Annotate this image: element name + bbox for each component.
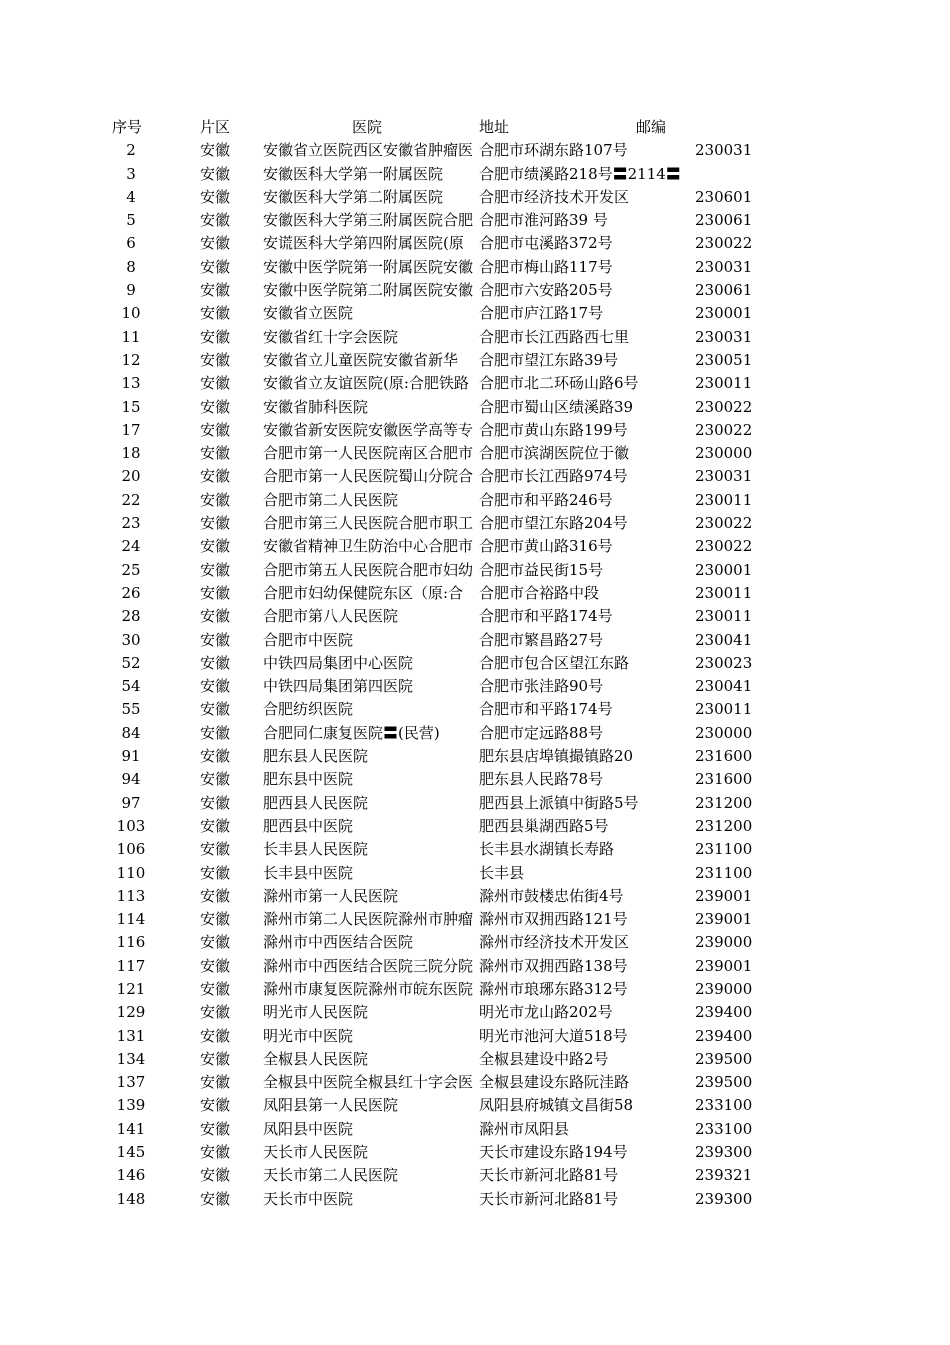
row-number: 146 <box>116 1166 146 1185</box>
row-region: 安徽 <box>200 1119 231 1138</box>
row-number: 24 <box>121 537 141 556</box>
table-row <box>0 396 950 419</box>
row-region: 安徽 <box>200 653 231 672</box>
row-hospital: 安徽省肺科医院 <box>263 397 369 416</box>
table-row <box>0 256 950 279</box>
row-hospital: 天长市人民医院 <box>263 1143 369 1162</box>
row-number: 145 <box>116 1143 146 1162</box>
table-row <box>0 349 950 372</box>
row-number: 106 <box>116 840 146 859</box>
row-hospital: 安谎医科大学第四附属医院(原 <box>263 234 464 253</box>
row-region: 安徽 <box>200 304 231 323</box>
table-row <box>0 629 950 652</box>
row-region: 安徽 <box>200 1049 231 1068</box>
table-header <box>0 116 950 139</box>
row-address: 滁州市鼓楼忠佑街4号 <box>479 886 624 905</box>
row-hospital: 安徽省立儿童医院安徽省新华 <box>263 350 459 369</box>
row-zip: 239300 <box>695 1189 753 1208</box>
row-address: 合肥市望江东路204号 <box>479 514 628 533</box>
row-zip: 239001 <box>695 956 753 975</box>
header-zip: 邮编 <box>636 118 667 136</box>
row-zip: 239400 <box>695 1003 753 1022</box>
table-row <box>0 1071 950 1094</box>
row-hospital: 天长市第二人民医院 <box>263 1166 399 1185</box>
row-zip: 239000 <box>695 933 753 952</box>
table-row <box>0 465 950 488</box>
row-hospital: 安徽省立医院西区安徽省肿瘤医 <box>263 141 474 160</box>
row-number: 20 <box>121 467 141 486</box>
row-region: 安徽 <box>200 840 231 859</box>
header-address: 地址 <box>479 118 510 136</box>
row-number: 28 <box>121 607 141 626</box>
row-region: 安徽 <box>200 933 231 952</box>
row-hospital: 合肥市妇幼保健院东区（原:合 <box>263 583 464 602</box>
row-address: 全椒县建设中路2号 <box>479 1049 609 1068</box>
row-zip: 239500 <box>695 1049 753 1068</box>
row-number: 11 <box>121 327 141 346</box>
table-row <box>0 535 950 558</box>
row-hospital: 长丰县人民医院 <box>263 840 369 859</box>
row-number: 22 <box>121 490 141 509</box>
row-hospital: 安徽省立医院 <box>263 304 354 323</box>
row-address: 合肥市长江西路西七里 <box>479 327 630 346</box>
row-region: 安徽 <box>200 490 231 509</box>
table-row <box>0 302 950 325</box>
row-region: 安徽 <box>200 677 231 696</box>
row-number: 13 <box>121 374 141 393</box>
row-address: 合肥市黄山路316号 <box>479 537 613 556</box>
row-zip: 239321 <box>695 1166 753 1185</box>
row-zip: 230022 <box>695 514 753 533</box>
row-address: 合肥市黄山东路199号 <box>479 420 628 439</box>
row-hospital: 安徽中医学院第一附属医院安徽 <box>263 257 474 276</box>
row-hospital: 凤阳县中医院 <box>263 1119 354 1138</box>
row-number: 15 <box>121 397 141 416</box>
row-region: 安徽 <box>200 747 231 766</box>
row-zip: 239000 <box>695 979 753 998</box>
row-region: 安徽 <box>200 234 231 253</box>
row-zip: 230031 <box>695 327 753 346</box>
table-row <box>0 605 950 628</box>
row-zip: 230031 <box>695 257 753 276</box>
row-address: 肥西县上派镇中街路5号 <box>479 793 639 812</box>
row-zip: 230022 <box>695 234 753 253</box>
row-number: 139 <box>116 1096 146 1115</box>
row-hospital: 合肥市中医院 <box>263 630 354 649</box>
row-zip: 230000 <box>695 723 753 742</box>
row-number: 55 <box>121 700 141 719</box>
row-address: 长丰县水湖镇长寿路 <box>479 840 615 859</box>
row-zip: 231200 <box>695 816 753 835</box>
row-zip: 230051 <box>695 350 753 369</box>
row-region: 安徽 <box>200 164 231 183</box>
row-zip: 230022 <box>695 420 753 439</box>
row-number: 18 <box>121 444 141 463</box>
row-number: 94 <box>121 770 141 789</box>
row-region: 安徽 <box>200 1026 231 1045</box>
table-row <box>0 1141 950 1164</box>
header-region: 片区 <box>200 118 231 136</box>
row-hospital: 安徽医科大学第三附属医院合肥 <box>263 211 474 230</box>
table-body <box>0 139 950 1211</box>
row-address: 合肥市和平路246号 <box>479 490 613 509</box>
row-zip: 230011 <box>695 374 753 393</box>
row-address: 明光市池河大道518号 <box>479 1026 628 1045</box>
row-region: 安徽 <box>200 1073 231 1092</box>
row-hospital: 滁州市中西医结合医院 <box>263 933 414 952</box>
row-region: 安徽 <box>200 211 231 230</box>
table-row <box>0 279 950 302</box>
row-region: 安徽 <box>200 723 231 742</box>
row-zip: 230001 <box>695 560 753 579</box>
row-region: 安徽 <box>200 350 231 369</box>
row-region: 安徽 <box>200 583 231 602</box>
row-hospital: 合肥市第一人民医院南区合肥市 <box>263 444 474 463</box>
row-hospital: 安徽省新安医院安徽医学高等专 <box>263 420 474 439</box>
row-hospital: 安徽省立友谊医院(原:合肥铁路 <box>263 374 469 393</box>
row-hospital: 安徽医科大学第一附属医院 <box>263 164 444 183</box>
row-hospital: 天长市中医院 <box>263 1189 354 1208</box>
row-zip: 230000 <box>695 444 753 463</box>
row-address: 合肥市庐江路17号 <box>479 304 604 323</box>
row-address: 合肥市繁昌路27号 <box>479 630 604 649</box>
table-row <box>0 722 950 745</box>
table-row <box>0 815 950 838</box>
row-number: 8 <box>126 257 136 276</box>
row-hospital: 肥西县中医院 <box>263 816 354 835</box>
row-address: 明光市龙山路202号 <box>479 1003 613 1022</box>
row-address: 合肥市北二环砀山路6号 <box>479 374 639 393</box>
row-number: 3 <box>126 164 136 183</box>
row-zip: 231600 <box>695 747 753 766</box>
row-number: 6 <box>126 234 136 253</box>
row-address: 合肥市淮河路39 号 <box>479 211 608 230</box>
row-hospital: 安徽医科大学第二附属医院 <box>263 187 444 206</box>
table-row <box>0 209 950 232</box>
row-zip: 230011 <box>695 700 753 719</box>
row-number: 134 <box>116 1049 146 1068</box>
row-zip: 231200 <box>695 793 753 812</box>
table-row <box>0 559 950 582</box>
row-hospital: 全椒县中医院全椒县红十字会医 <box>263 1073 474 1092</box>
row-number: 84 <box>121 723 141 742</box>
table-row <box>0 955 950 978</box>
row-address: 天长市建设东路194号 <box>479 1143 628 1162</box>
header-hospital: 医院 <box>352 118 383 136</box>
table-row <box>0 232 950 255</box>
row-hospital: 长丰县中医院 <box>263 863 354 882</box>
row-hospital: 合肥市第一人民医院蜀山分院合 <box>263 467 474 486</box>
table-row <box>0 792 950 815</box>
row-zip: 233100 <box>695 1096 753 1115</box>
row-number: 103 <box>116 816 146 835</box>
table-row <box>0 1025 950 1048</box>
row-region: 安徽 <box>200 979 231 998</box>
row-zip: 230601 <box>695 187 753 206</box>
hospital-table <box>0 116 950 1211</box>
row-region: 安徽 <box>200 630 231 649</box>
row-zip: 231100 <box>695 840 753 859</box>
row-number: 129 <box>116 1003 146 1022</box>
table-row <box>0 326 950 349</box>
row-region: 安徽 <box>200 374 231 393</box>
row-region: 安徽 <box>200 1166 231 1185</box>
row-region: 安徽 <box>200 467 231 486</box>
row-hospital: 凤阳县第一人民医院 <box>263 1096 399 1115</box>
row-address: 合肥市和平路174号 <box>479 700 613 719</box>
row-number: 113 <box>116 886 146 905</box>
row-region: 安徽 <box>200 1003 231 1022</box>
row-number: 97 <box>121 793 141 812</box>
table-row <box>0 931 950 954</box>
row-region: 安徽 <box>200 863 231 882</box>
row-zip: 231600 <box>695 770 753 789</box>
row-zip: 239001 <box>695 886 753 905</box>
row-address: 合肥市六安路205号 <box>479 281 613 300</box>
row-region: 安徽 <box>200 607 231 626</box>
row-address: 合肥市益民街15号 <box>479 560 604 579</box>
row-hospital: 中铁四局集团第四医院 <box>263 677 414 696</box>
row-zip: 230022 <box>695 537 753 556</box>
row-hospital: 滁州市康复医院滁州市皖东医院 <box>263 979 474 998</box>
table-row <box>0 838 950 861</box>
table-row <box>0 1048 950 1071</box>
row-region: 安徽 <box>200 281 231 300</box>
row-region: 安徽 <box>200 700 231 719</box>
header-no: 序号 <box>112 118 143 136</box>
row-hospital: 全椒县人民医院 <box>263 1049 369 1068</box>
row-address: 长丰县 <box>479 863 525 882</box>
row-zip: 230041 <box>695 630 753 649</box>
table-row <box>0 768 950 791</box>
row-region: 安徽 <box>200 397 231 416</box>
row-number: 23 <box>121 514 141 533</box>
row-region: 安徽 <box>200 537 231 556</box>
row-address: 合肥市屯溪路372号 <box>479 234 613 253</box>
table-row <box>0 372 950 395</box>
row-hospital: 安徽中医学院第二附属医院安徽 <box>263 281 474 300</box>
row-region: 安徽 <box>200 793 231 812</box>
row-number: 110 <box>116 863 146 882</box>
row-hospital: 明光市中医院 <box>263 1026 354 1045</box>
table-row <box>0 698 950 721</box>
row-zip: 230023 <box>695 653 753 672</box>
row-hospital: 滁州市第一人民医院 <box>263 886 399 905</box>
row-number: 91 <box>121 747 141 766</box>
table-row <box>0 1001 950 1024</box>
row-number: 114 <box>116 910 146 929</box>
row-zip: 230031 <box>695 141 753 160</box>
row-address: 天长市新河北路81号 <box>479 1166 619 1185</box>
row-address: 合肥市张洼路90号 <box>479 677 604 696</box>
table-row <box>0 745 950 768</box>
table-row <box>0 1164 950 1187</box>
row-number: 141 <box>116 1119 146 1138</box>
row-zip: 230001 <box>695 304 753 323</box>
row-zip: 239400 <box>695 1026 753 1045</box>
row-hospital: 肥西县人民医院 <box>263 793 369 812</box>
row-number: 116 <box>116 933 146 952</box>
row-region: 安徽 <box>200 257 231 276</box>
row-number: 10 <box>121 304 141 323</box>
row-hospital: 合肥市第五人民医院合肥市妇幼 <box>263 560 474 579</box>
row-hospital: 合肥市第三人民医院合肥市职工 <box>263 514 474 533</box>
row-number: 117 <box>116 956 146 975</box>
row-region: 安徽 <box>200 141 231 160</box>
row-address: 天长市新河北路81号 <box>479 1189 619 1208</box>
table-row <box>0 862 950 885</box>
row-address: 滁州市经济技术开发区 <box>479 933 630 952</box>
table-row <box>0 419 950 442</box>
row-number: 26 <box>121 583 141 602</box>
row-region: 安徽 <box>200 1096 231 1115</box>
table-row <box>0 1118 950 1141</box>
row-region: 安徽 <box>200 1189 231 1208</box>
row-hospital: 安徽省红十字会医院 <box>263 327 399 346</box>
row-address: 合肥市望江东路39号 <box>479 350 619 369</box>
row-address: 合肥市梅山路117号 <box>479 257 613 276</box>
row-address: 滁州市双拥西路121号 <box>479 910 628 929</box>
row-address: 滁州市凤阳县 <box>479 1119 570 1138</box>
row-address: 合肥市环湖东路107号 <box>479 141 628 160</box>
row-address: 合肥市滨湖医院位于徽 <box>479 444 630 463</box>
row-number: 121 <box>116 979 146 998</box>
row-number: 12 <box>121 350 141 369</box>
table-row <box>0 489 950 512</box>
row-zip: 239500 <box>695 1073 753 1092</box>
row-region: 安徽 <box>200 514 231 533</box>
table-row <box>0 1188 950 1211</box>
row-address: 合肥市蜀山区绩溪路39 <box>479 397 634 416</box>
row-region: 安徽 <box>200 770 231 789</box>
row-zip: 230041 <box>695 677 753 696</box>
row-number: 148 <box>116 1189 146 1208</box>
table-row <box>0 675 950 698</box>
table-row <box>0 582 950 605</box>
row-zip: 230011 <box>695 490 753 509</box>
row-address: 肥东县人民路78号 <box>479 770 604 789</box>
row-number: 52 <box>121 653 141 672</box>
row-hospital: 合肥市第八人民医院 <box>263 607 399 626</box>
row-region: 安徽 <box>200 816 231 835</box>
row-address: 肥东县店埠镇撮镇路20 <box>479 747 634 766</box>
row-number: 2 <box>126 141 136 160</box>
table-row <box>0 442 950 465</box>
row-region: 安徽 <box>200 444 231 463</box>
row-number: 4 <box>126 187 136 206</box>
row-number: 17 <box>121 420 141 439</box>
table-row <box>0 978 950 1001</box>
row-region: 安徽 <box>200 560 231 579</box>
table-row <box>0 652 950 675</box>
row-zip: 230011 <box>695 583 753 602</box>
row-number: 54 <box>121 677 141 696</box>
table-row <box>0 512 950 535</box>
row-address: 合肥市绩溪路218号〓2114〓 <box>479 164 681 183</box>
row-address: 肥西县巢湖西路5号 <box>479 816 609 835</box>
row-hospital: 合肥同仁康复医院〓(民营) <box>263 723 440 742</box>
row-zip: 230022 <box>695 397 753 416</box>
row-zip: 231100 <box>695 863 753 882</box>
row-hospital: 合肥市第二人民医院 <box>263 490 399 509</box>
row-region: 安徽 <box>200 420 231 439</box>
row-address: 合肥市和平路174号 <box>479 607 613 626</box>
table-row <box>0 885 950 908</box>
row-number: 30 <box>121 630 141 649</box>
row-address: 合肥市合裕路中段 <box>479 583 600 602</box>
row-region: 安徽 <box>200 910 231 929</box>
row-number: 5 <box>126 211 136 230</box>
row-hospital: 肥东县中医院 <box>263 770 354 789</box>
row-region: 安徽 <box>200 1143 231 1162</box>
row-region: 安徽 <box>200 956 231 975</box>
row-number: 137 <box>116 1073 146 1092</box>
row-address: 合肥市包合区望江东路 <box>479 653 630 672</box>
table-row <box>0 908 950 931</box>
row-hospital: 安徽省精神卫生防治中心合肥市 <box>263 537 474 556</box>
row-address: 滁州市琅琊东路312号 <box>479 979 628 998</box>
row-zip: 230011 <box>695 607 753 626</box>
table-row <box>0 186 950 209</box>
row-zip: 230061 <box>695 211 753 230</box>
row-number: 25 <box>121 560 141 579</box>
row-address: 合肥市定远路88号 <box>479 723 604 742</box>
row-zip: 233100 <box>695 1119 753 1138</box>
row-number: 9 <box>126 281 136 300</box>
row-zip: 230031 <box>695 467 753 486</box>
table-row <box>0 1094 950 1117</box>
table-row <box>0 163 950 186</box>
row-hospital: 中铁四局集团中心医院 <box>263 653 414 672</box>
table-row <box>0 139 950 162</box>
row-hospital: 明光市人民医院 <box>263 1003 369 1022</box>
row-address: 合肥市长江西路974号 <box>479 467 628 486</box>
row-number: 131 <box>116 1026 146 1045</box>
row-address: 凤阳县府城镇文昌街58 <box>479 1096 634 1115</box>
row-region: 安徽 <box>200 327 231 346</box>
row-zip: 230061 <box>695 281 753 300</box>
row-hospital: 滁州市中西医结合医院三院分院 <box>263 956 474 975</box>
row-hospital: 滁州市第二人民医院滁州市肿瘤 <box>263 910 474 929</box>
row-region: 安徽 <box>200 187 231 206</box>
row-zip: 239300 <box>695 1143 753 1162</box>
row-hospital: 肥东县人民医院 <box>263 747 369 766</box>
row-zip: 239001 <box>695 910 753 929</box>
row-address: 滁州市双拥西路138号 <box>479 956 628 975</box>
row-region: 安徽 <box>200 886 231 905</box>
row-address: 合肥市经济技术开发区 <box>479 187 630 206</box>
row-hospital: 合肥纺织医院 <box>263 700 354 719</box>
row-address: 全椒县建设东路阮洼路 <box>479 1073 630 1092</box>
